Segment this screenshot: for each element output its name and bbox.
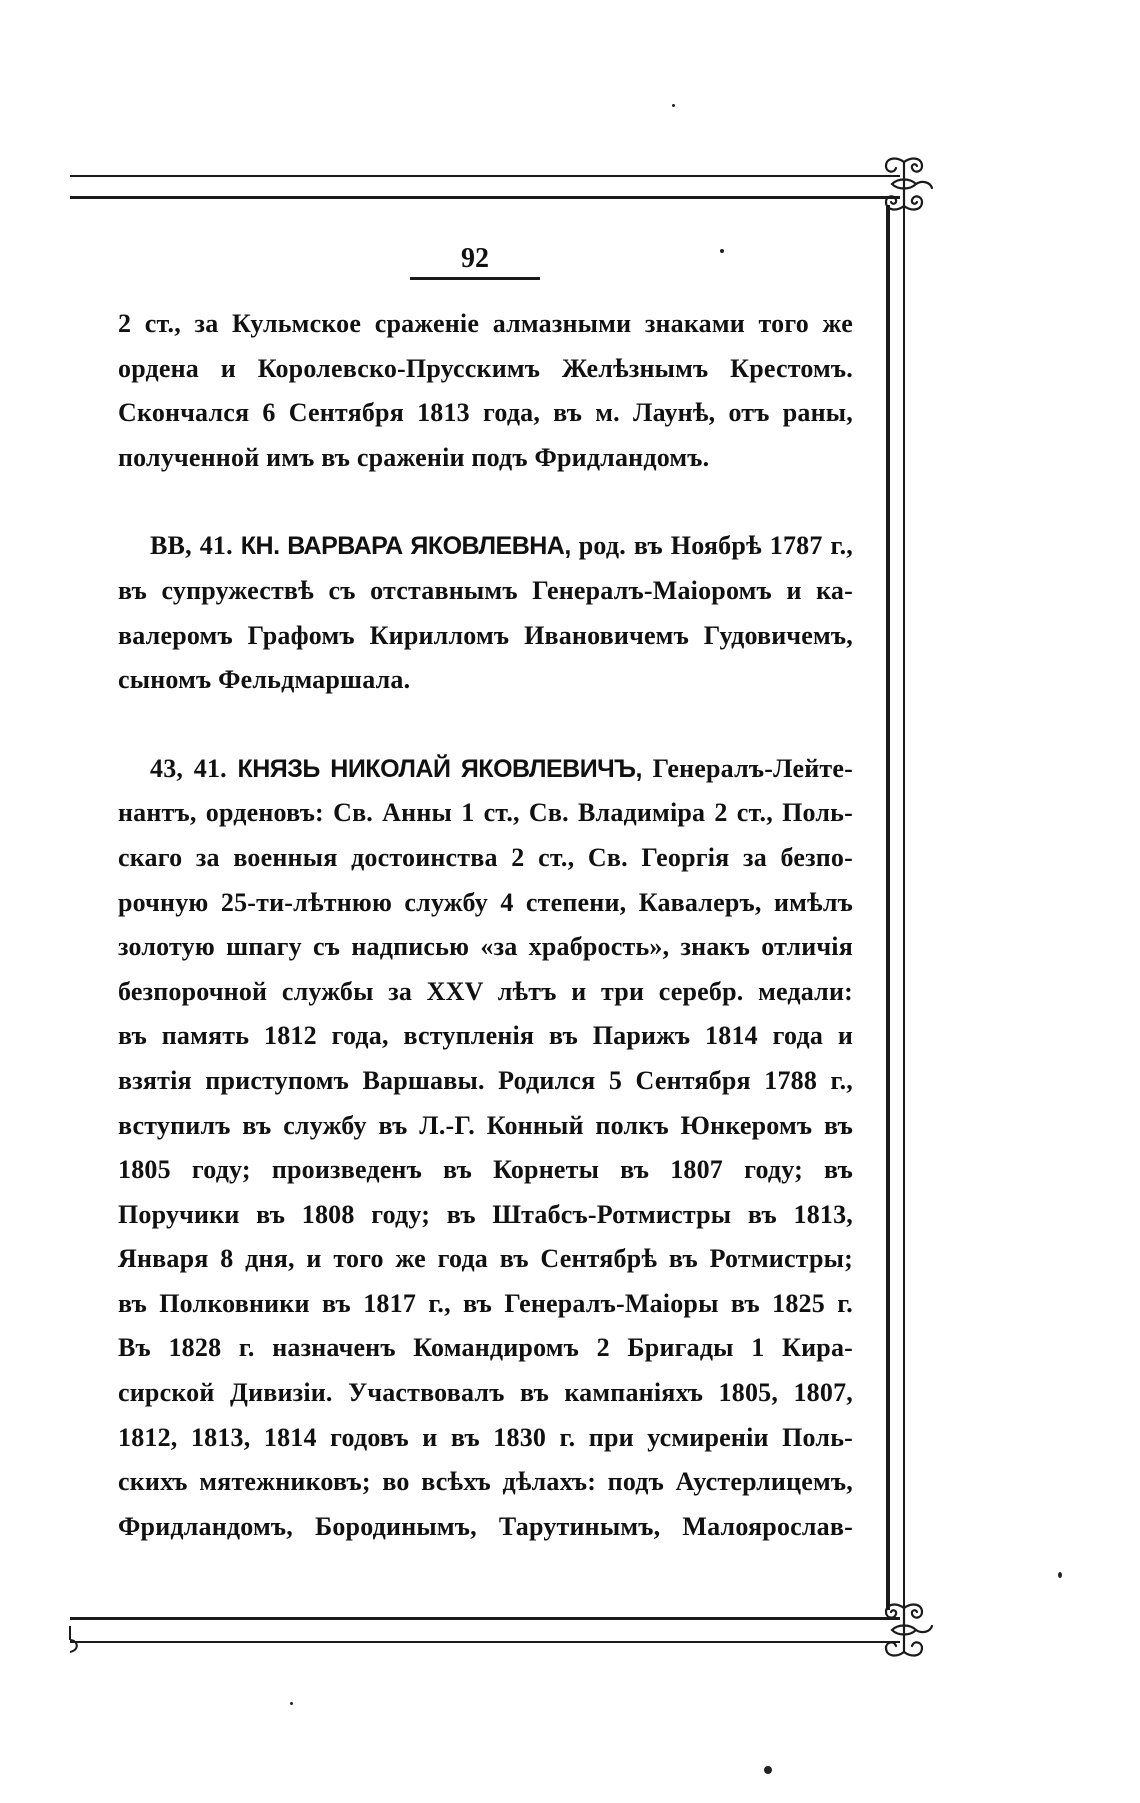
top-border-rule <box>70 175 900 177</box>
corner-flourish-icon <box>872 1598 936 1662</box>
entry-name: КНЯЗЬ НИКОЛАЙ ЯКОВЛЕВИЧЪ, <box>237 754 642 783</box>
text-line: въ память 1812 года, вступленія въ Парижъ 1814 года и <box>118 1021 853 1051</box>
text-line: Скончался 6 Сентября 1813 года, въ м. Лаунѣ, отъ раны, <box>118 398 853 428</box>
page-number: 92 <box>461 243 489 274</box>
entry-nikolai <box>118 747 853 1550</box>
text-line: скаго за военныя достоинства 2 ст., Св. Георгія за безпо- <box>118 842 853 872</box>
text-line: Въ 1828 г. назначенъ Командиромъ 2 Бригады 1 Кира- <box>118 1333 853 1363</box>
entry-heading-line <box>118 524 853 569</box>
border-hook-icon <box>66 1626 82 1654</box>
paragraph-continuation <box>118 302 853 480</box>
text-line: рочную 25-ти-лѣтнюю службу 4 степени, Кавалеръ, имѣлъ <box>118 887 853 917</box>
page-number-underline <box>410 277 540 280</box>
page-text <box>118 302 853 1549</box>
text-line: золотую шпагу съ надписью «за храбрость», знакъ отличія <box>118 932 853 962</box>
text-line: 1812, 1813, 1814 годовъ и въ 1830 г. при усмиреніи Поль- <box>118 1422 853 1452</box>
entry-heading-rest: Генералъ-Лейте- <box>652 753 853 783</box>
bottom-border-rule <box>70 1617 900 1620</box>
ink-speck <box>764 1766 772 1774</box>
entry-varvara <box>118 524 853 702</box>
corner-flourish-icon <box>872 152 936 216</box>
bottom-border-rule-inner <box>70 1641 900 1643</box>
text-line: въ супружествѣ съ отставнымъ Генералъ-Маіоромъ и ка- <box>118 575 853 605</box>
text-line: сирской Дивизіи. Участвовалъ въ кампаніяхъ 1805, 1807, <box>118 1378 853 1408</box>
text-line: Поручики въ 1808 году; въ Штабсъ-Ротмистры въ 1813, <box>118 1199 853 1229</box>
entry-name: КН. ВАРВАРА ЯКОВЛЕВНА, <box>240 532 571 561</box>
entry-heading-rest: род. въ Ноябрѣ 1787 г., <box>578 531 854 561</box>
text-line: сыномъ Фельдмаршала. <box>118 665 411 695</box>
entry-reference: 43, 41. <box>150 753 227 783</box>
text-line: взятія приступомъ Варшавы. Родился 5 Сентября 1788 г., <box>118 1065 853 1095</box>
text-line: 1805 году; произведенъ въ Корнеты въ 1807 году; въ <box>118 1155 853 1185</box>
text-line: ордена и Королевско-Прусскимъ Желѣзнымъ Крестомъ. <box>118 353 853 383</box>
text-line: безпорочной службы за XXV лѣтъ и три серебр. медали: <box>118 976 853 1006</box>
text-line: 2 ст., за Кульмское сраженіе алмазными знаками того же <box>118 309 853 338</box>
text-line: валеромъ Графомъ Кирилломъ Ивановичемъ Гудовичемъ, <box>118 620 853 650</box>
top-border-rule-inner <box>70 196 900 199</box>
text-line: вступилъ въ службу въ Л.-Г. Конный полкъ Юнкеромъ въ <box>118 1110 853 1140</box>
text-line: скихъ мятежниковъ; во всѣхъ дѣлахъ: подъ Аустерлицемъ, <box>118 1467 853 1497</box>
ink-speck <box>720 249 724 253</box>
text-line: полученной имъ въ сраженіи подъ Фридландомъ. <box>118 442 710 472</box>
right-border-rule <box>903 190 905 1630</box>
page-number-header <box>410 244 540 284</box>
ink-speck <box>290 1702 293 1705</box>
text-line: въ Полковники въ 1817 г., въ Генералъ-Маіоры въ 1825 г. <box>118 1288 853 1318</box>
ink-speck <box>672 104 675 107</box>
ink-speck <box>1058 1572 1062 1578</box>
text-line: Января 8 дня, и того же года въ Сентябрѣ въ Ротмистры; <box>118 1244 853 1274</box>
text-line: Фридландомъ, Бородинымъ, Тарутинымъ, Малоярослав- <box>118 1511 853 1541</box>
entry-heading-line <box>118 747 853 792</box>
right-border-rule-inner <box>886 205 890 1610</box>
entry-reference: ВВ, 41. <box>150 531 233 561</box>
text-line: нантъ, орденовъ: Св. Анны 1 ст., Св. Владиміра 2 ст., Поль- <box>118 798 853 828</box>
